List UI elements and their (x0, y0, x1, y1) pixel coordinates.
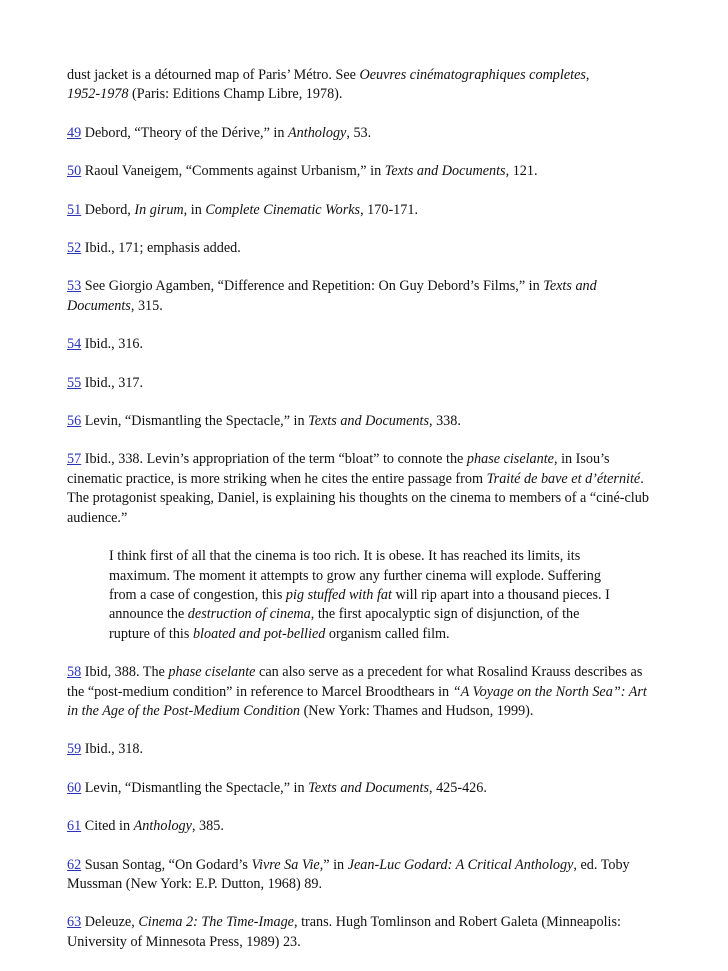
footnote-50: 50 Raoul Vaneigem, “Comments against Urbanism,” in Texts and Documents, 121. (67, 163, 538, 180)
footnote-62: 62 Susan Sontag, “On Godard’s Vivre Sa Vie,” in Jean-Luc Godard: A Critical Anthology, ed. Toby Mussman (New York: E.P. Dutton, 1968) 89. (67, 856, 630, 892)
footnote-link-63[interactable]: 63 (67, 914, 82, 931)
footnote-53: 53 See Giorgio Agamben, “Difference and Repetition: On Guy Debord’s Films,” in Texts and Documents, 315. (67, 278, 597, 314)
footnote-55: 55 Ibid., 317. (67, 374, 144, 391)
footnote-52: 52 Ibid., 171; emphasis added. (67, 240, 241, 257)
footnote-link-61[interactable]: 61 (67, 818, 82, 835)
footnote-63: 63 Deleuze, Cinema 2: The Time-Image, trans. Hugh Tomlinson and Robert Galeta (Minneapolis: University of Minnesota Press, 1989) 23. (67, 914, 621, 950)
footnote-48-continuation: dust jacket is a détourned map of Paris’ Métro. See Oeuvres cinématographiques completes, 1952-1978 (Paris: Editions Champ Libre, 1978). (67, 67, 590, 103)
footnote-60: 60 Levin, “Dismantling the Spectacle,” in Texts and Documents, 425-426. (67, 779, 487, 796)
block-quote: I think first of all that the cinema is too rich. It is obese. It has reached its limits, its maximum. The moment it attempts to grow any further cinema will explode. Suffering from a case of congestion, this pig stuffed with fat will rip apart into a thousand pieces. I announce the destruction of cinema, the first apocalyptic sign of disjunction, of the rupture of this bloated and pot-bellied organism called film. (109, 548, 610, 642)
footnote-link-54[interactable]: 54 (67, 336, 82, 353)
footnote-link-49[interactable]: 49 (67, 124, 82, 141)
footnote-54: 54 Ibid., 316. (67, 336, 144, 353)
footnote-link-56[interactable]: 56 (67, 413, 82, 430)
footnote-link-60[interactable]: 60 (67, 779, 82, 796)
footnote-61: 61 Cited in Anthology, 385. (67, 818, 224, 835)
footnote-link-51[interactable]: 51 (67, 201, 82, 218)
footnote-link-57[interactable]: 57 (67, 451, 82, 468)
footnote-58: 58 Ibid, 388. The phase ciselante can also serve as a precedent for what Rosalind Krauss describes as the “post-medium condition” in reference to Marcel Broodthears in “A Voyage on the North Sea”: Art in the Age of the Post-Medium Condition (New York: Thames and Hudson, 1999). (67, 664, 647, 719)
footnote-link-53[interactable]: 53 (67, 278, 82, 295)
footnote-link-59[interactable]: 59 (67, 741, 82, 758)
document-page (67, 66, 665, 971)
footnote-51: 51 Debord, In girum, in Complete Cinematic Works, 170-171. (67, 201, 419, 218)
footnote-link-58[interactable]: 58 (67, 664, 82, 681)
footnote-link-50[interactable]: 50 (67, 163, 82, 180)
footnote-57: 57 Ibid., 338. Levin’s appropriation of the term “bloat” to connote the phase ciselante, in Isou’s cinematic practice, is more striking when he cites the entire passage from Traité de bave et d’éternité. The protagonist speaking, Daniel, is explaining his thoughts on the cinema to members of a “ciné-club audience.” (67, 451, 649, 526)
footnote-49: 49 Debord, “Theory of the Dérive,” in Anthology, 53. (67, 124, 372, 141)
footnote-link-62[interactable]: 62 (67, 856, 82, 873)
footnote-link-52[interactable]: 52 (67, 240, 82, 257)
footnote-59: 59 Ibid., 318. (67, 741, 144, 758)
footnote-56: 56 Levin, “Dismantling the Spectacle,” in Texts and Documents, 338. (67, 413, 461, 430)
footnote-link-55[interactable]: 55 (67, 374, 82, 391)
